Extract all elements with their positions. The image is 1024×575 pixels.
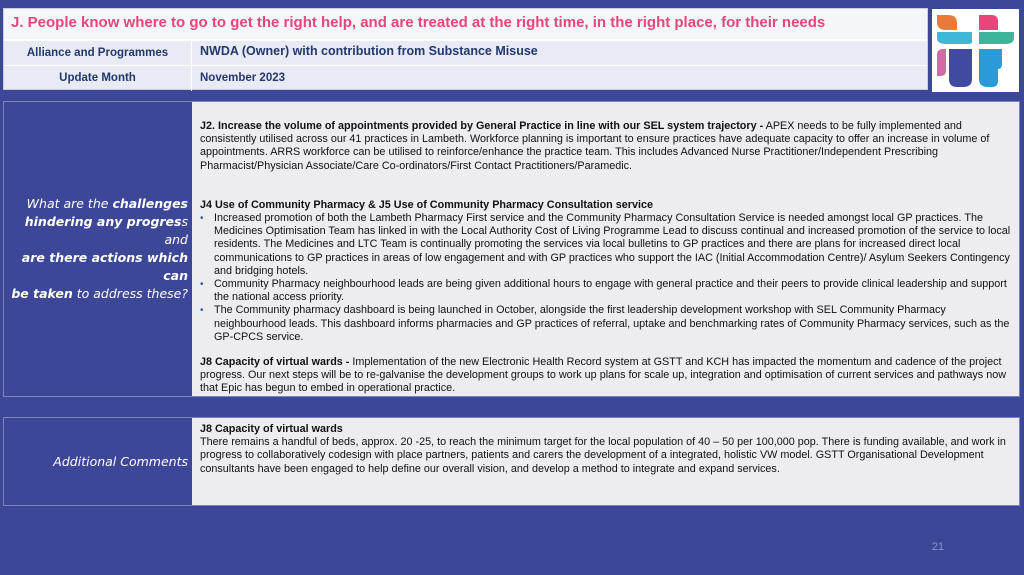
challenges-label xyxy=(4,102,192,396)
bullet-text: Community Pharmacy neighbourhood leads are being given additional hours to engage with general practice and their peers to provide clinical leadership and support the national access priority. xyxy=(214,278,1007,304)
bullet-icon: • xyxy=(200,305,204,317)
j8-text: Implementation of the new Electronic Health Record system at GSTT and KCH has impacted the momentum and cadence of the project progress. Our next steps will be to re-galvanise the development groups to work up plans for scale up, integration and optimisation of current services and pathways now that Epic has begun to embed in operational practice. xyxy=(200,356,1006,395)
bullet-text: Increased promotion of both the Lambeth Pharmacy First service and the Community Pharmacy Consultation Service is needed amongst local GP practices. The Medicines Optimisation Team has linked in with the Local Authority Cost of Living Programme Lead to discuss continual and increased promotion of the service to local residents. The Medicines and LTC Team is continually promoting the services via local bulletins to GP practices and there are plans for increased direct local communications to GP practices in areas of low engagement and with GP practices who support the IAC (Initial Accommodation Centre)/ Asylum Seekers Contingency and bridging hotels. xyxy=(214,212,1011,277)
list-item xyxy=(200,278,1011,304)
j2-paragraph xyxy=(200,120,1011,173)
bullet-icon: • xyxy=(200,279,204,291)
page-title: J. People know where to go to get the right help, and are treated at the right time, in the right place, for their needs xyxy=(4,9,927,40)
additional-comments-content xyxy=(192,418,1019,505)
challenges-content xyxy=(192,102,1019,396)
label-part-bold: be taken xyxy=(11,286,73,301)
update-month-value: November 2023 xyxy=(200,72,286,84)
header-table xyxy=(3,8,928,90)
j2-text: APEX needs to be fully implemented and consistently utilised across our 41 practices in Lambeth. Workforce planning is important to ensure practices have adequate capacity to offer an increase in volume of appointments. ARRS workforce can be utilised to reinforce/enhance the practice team. This includes Advanced Nurse Practitioner/Independent Prescribing Pharmacist/Physician Associate/Care Co-ordinators/First Contact Practitioners/Paramedic. xyxy=(200,120,990,172)
alliance-label: Alliance and Programmes xyxy=(4,41,192,66)
j8-paragraph xyxy=(200,356,1011,396)
additional-heading xyxy=(200,423,1011,436)
alliance-value: NWDA (Owner) with contribution from Substance Misuse xyxy=(200,44,538,58)
update-month-row xyxy=(4,65,927,91)
j4-bullet-list xyxy=(200,212,1011,344)
j8-heading: J8 Capacity of virtual wards - xyxy=(200,356,350,369)
label-part: s and xyxy=(164,214,188,247)
label-part: to address these? xyxy=(72,286,188,301)
challenges-section xyxy=(3,101,1020,397)
additional-comments-label: Additional Comments xyxy=(4,418,192,505)
list-item xyxy=(200,304,1011,344)
page-number: 21 xyxy=(931,541,945,553)
four-color-cross-logo-icon xyxy=(932,9,1019,92)
update-month-label: Update Month xyxy=(4,66,192,91)
label-part: What are the xyxy=(26,196,113,211)
alliance-row xyxy=(4,40,927,66)
list-item xyxy=(200,212,1011,278)
additional-comments-section xyxy=(3,417,1020,506)
bullet-icon: • xyxy=(200,213,204,225)
j4-heading-text: J4 Use of Community Pharmacy & J5 Use of Community Pharmacy Consultation service xyxy=(200,198,654,211)
additional-heading-text: J8 Capacity of virtual wards xyxy=(200,423,343,435)
bullet-text: The Community pharmacy dashboard is being launched in October, alongside the first leadership development workshop with SEL Community Pharmacy neighbourhood leads. This dashboard informs pharmacies and GP practices of referral, uptake and benchmarking rates of Community Pharmacy services, such as the GP-CPCS service. xyxy=(214,304,1010,343)
j4-heading xyxy=(200,199,1011,212)
label-part-bold: are there actions which can xyxy=(21,250,188,283)
label-part-bold: challenges xyxy=(112,196,188,211)
label-part-bold: hindering any progres xyxy=(24,214,182,229)
logo xyxy=(932,9,1019,92)
j2-heading: J2. Increase the volume of appointments provided by General Practice in line with our SEL system trajectory - xyxy=(200,120,764,132)
additional-text: There remains a handful of beds, approx. 20 -25, to reach the minimum target for the local population of 40 – 50 per 100,000 pop. There is funding available, and work in progress to collaboratively codesign with place partners, patients and carers the development of a integrated, holistic VW model. GSTT Organisational Development consultants have been engaged to help define our overall vision, and develop a method to integrate and expand services. xyxy=(200,436,1006,475)
